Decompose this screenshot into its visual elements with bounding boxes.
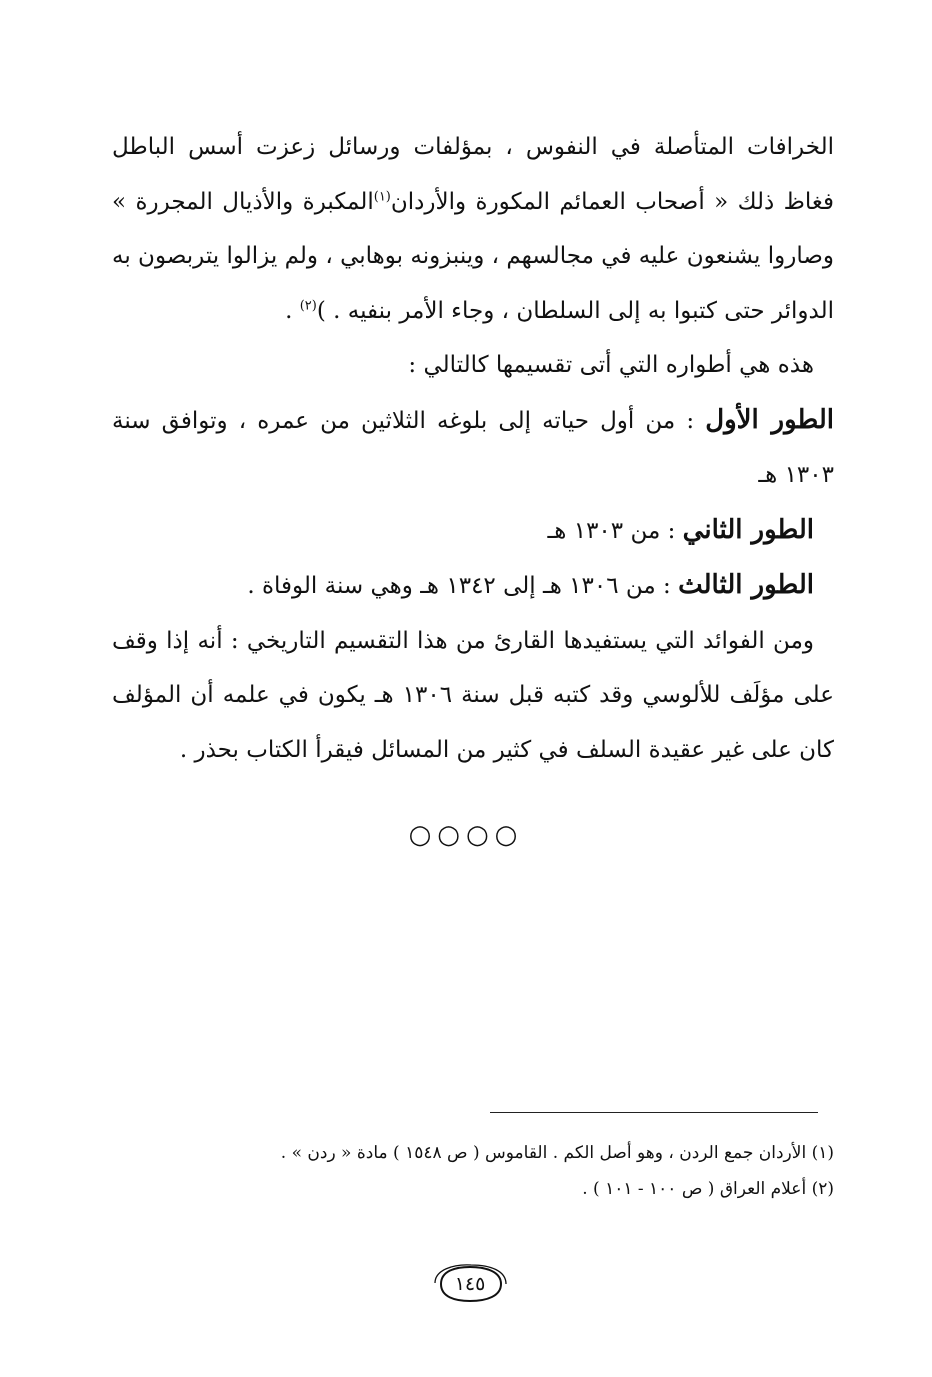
text-segment: : من ١٣٠٦ هـ إلى ١٣٤٢ هـ وهي سنة الوفاة .	[247, 573, 679, 599]
paragraph-p2	[112, 338, 834, 393]
page-number: ١٤٥	[454, 1273, 486, 1295]
stage-heading: الطور الثالث	[678, 570, 814, 600]
footnotes-block	[112, 1135, 834, 1207]
page-number-badge	[431, 1262, 509, 1306]
footnote-marker: (٢)	[299, 297, 317, 313]
paragraph-p3	[112, 393, 834, 503]
paragraph-p1	[112, 120, 834, 338]
paragraph-p6	[112, 614, 834, 778]
paragraph-p4	[112, 503, 834, 559]
main-text-block	[112, 120, 834, 777]
text-segment: الخرافات المتأصلة في النفوس ، بمؤلفات ورسائل زعزت أسس الباطل فغاظ ذلك « أصحاب العمائم المكورة والأردان	[112, 134, 834, 215]
text-segment: المكبرة والأذيال المجررة » وصاروا يشنعون عليه في مجالسهم ، وينبزونه بوهابي ، ولم يزالوا يتربصون به الدوائر حتى كتبوا به إلى السلطان ، وجاء الأمر بنفيه . )	[112, 188, 834, 324]
footnote-2: (٢) أعلام العراق ( ص ١٠٠ - ١٠١ ) .	[582, 1179, 834, 1199]
footnote-divider	[490, 1112, 818, 1113]
section-separator: ○○○○	[408, 820, 524, 850]
text-segment: هذه هي أطواره التي أتى تقسيمها كالتالي :	[408, 352, 814, 378]
paragraph-p5	[112, 558, 834, 614]
stage-heading: الطور الأول	[705, 404, 834, 435]
stage-heading: الطور الثاني	[682, 514, 814, 545]
footnote-1: (١) الأردان جمع الردن ، وهو أصل الكم . القاموس ( ص ١٥٤٨ ) مادة « ردن » .	[280, 1143, 834, 1163]
footnote-marker: (١)	[373, 188, 391, 204]
text-segment: ومن الفوائد التي يستفيدها القارئ من هذا التقسيم التاريخي : أنه إذا وقف على مؤلَف للألوسي وقد كتبه قبل سنة ١٣٠٦ هـ يكون في علمه أن المؤلف كان على غير عقيدة السلف في كثير من المسائل فيقرأ الكتاب بحذر .	[112, 627, 834, 763]
text-segment: : من ١٣٠٣ هـ	[547, 517, 683, 544]
text-segment: .	[285, 297, 300, 324]
text-segment: : من أول حياته إلى بلوغه الثلاثين من عمره ، وتوافق سنة ١٣٠٣ هـ	[112, 407, 834, 488]
